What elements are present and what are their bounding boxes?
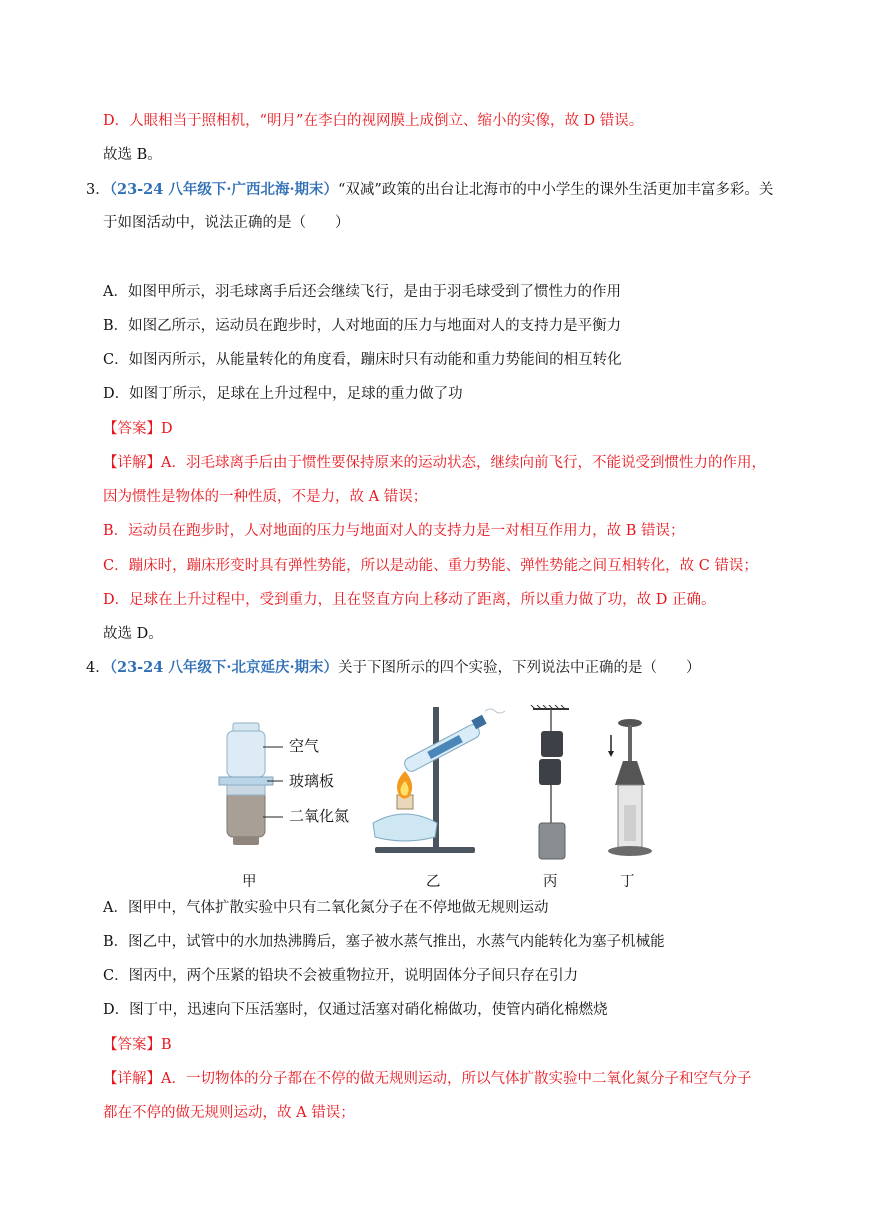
q3-choice: 故选 D。 — [103, 626, 163, 642]
heating-apparatus — [373, 707, 505, 853]
q4-option-c: C．图丙中，两个压紧的铅块不会被重物拉开，说明固体分子间只存在引力 — [103, 968, 579, 984]
experiment-illustration — [205, 705, 675, 895]
q3-option-c: C．如图丙所示，从能量转化的角度看，蹦床时只有动能和重力势能间的相互转化 — [103, 352, 622, 368]
q3-source: （23-24 八年级下·广西北海·期末） — [109, 181, 339, 198]
q3-answer: 【答案】D — [103, 421, 173, 437]
q3-option-b: B．如图乙所示，运动员在跑步时，人对地面的压力与地面对人的支持力是平衡力 — [103, 318, 622, 334]
label-glass-plate: 玻璃板 — [289, 772, 335, 790]
q3-option-d: D．如图丁所示，足球在上升过程中，足球的重力做了功 — [103, 386, 463, 402]
q4-option-b: B．图乙中，试管中的水加热沸腾后，塞子被水蒸气推出，水蒸气内能转化为塞子机械能 — [103, 934, 665, 950]
q4-source: （23-24 八年级下·北京延庆·期末） — [109, 659, 339, 676]
figure-label-bing: 丙 — [543, 874, 558, 890]
figure-label-ding: 丁 — [620, 874, 635, 890]
q4-stem-line — [86, 658, 701, 678]
q4-detail-1: 【详解】A．一切物体的分子都在不停的做无规则运动，所以气体扩散实验中二氧化氮分子和空气分子 — [103, 1071, 752, 1087]
lead-blocks — [531, 705, 569, 859]
top-option-d: D．人眼相当于照相机，“明月”在李白的视网膜上成倒立、缩小的实像，故 D 错误。 — [103, 113, 644, 129]
q3-stem-1: “双减”政策的出台让北海市的中小学生的课外生活更加丰富多彩。关 — [338, 182, 774, 198]
q4-answer: 【答案】B — [103, 1037, 172, 1053]
q3-detail-1: 【详解】A．羽毛球离手后由于惯性要保持原来的运动状态，继续向前飞行，不能说受到惯性力的作用， — [103, 455, 766, 471]
q3-number: 3． — [86, 182, 110, 198]
q4-stem: 关于下图所示的四个实验，下列说法中正确的是（ ） — [338, 660, 701, 676]
q4-detail-2: 都在不停的做无规则运动，故 A 错误； — [103, 1105, 355, 1121]
q3-option-a: A．如图甲所示，羽毛球离手后还会继续飞行，是由于羽毛球受到了惯性力的作用 — [103, 284, 621, 300]
q3-detail-b: B．运动员在跑步时，人对地面的压力与地面对人的支持力是一对相互作用力，故 B 错误； — [103, 523, 685, 539]
top-choice: 故选 B。 — [103, 147, 162, 163]
label-air: 空气 — [289, 737, 320, 755]
q3-stem-line1 — [86, 180, 773, 200]
label-nitrogen-dioxide: 二氧化氮 — [289, 807, 350, 825]
q3-detail-2: 因为惯性是物体的一种性质，不是力，故 A 错误； — [103, 489, 428, 505]
experiment-figure — [205, 705, 675, 895]
q4-number: 4． — [86, 660, 110, 676]
figure-label-yi: 乙 — [426, 874, 441, 890]
air-pump — [608, 719, 652, 856]
q4-option-a: A．图甲中，气体扩散实验中只有二氧化氮分子在不停地做无规则运动 — [103, 900, 549, 916]
q3-detail-d: D．足球在上升过程中，受到重力，且在竖直方向上移动了距离，所以重力做了功，故 D 正确。 — [103, 592, 716, 608]
diffusion-jars — [219, 723, 283, 845]
figure-label-jia: 甲 — [242, 874, 257, 890]
q4-option-d: D．图丁中，迅速向下压活塞时，仅通过活塞对硝化棉做功，使管内硝化棉燃烧 — [103, 1002, 608, 1018]
q3-detail-c: C．蹦床时，蹦床形变时具有弹性势能，所以是动能、重力势能、弹性势能之间互相转化，故 C 错误； — [103, 558, 758, 574]
q3-stem-line2: 于如图活动中，说法正确的是（ ） — [103, 215, 350, 231]
